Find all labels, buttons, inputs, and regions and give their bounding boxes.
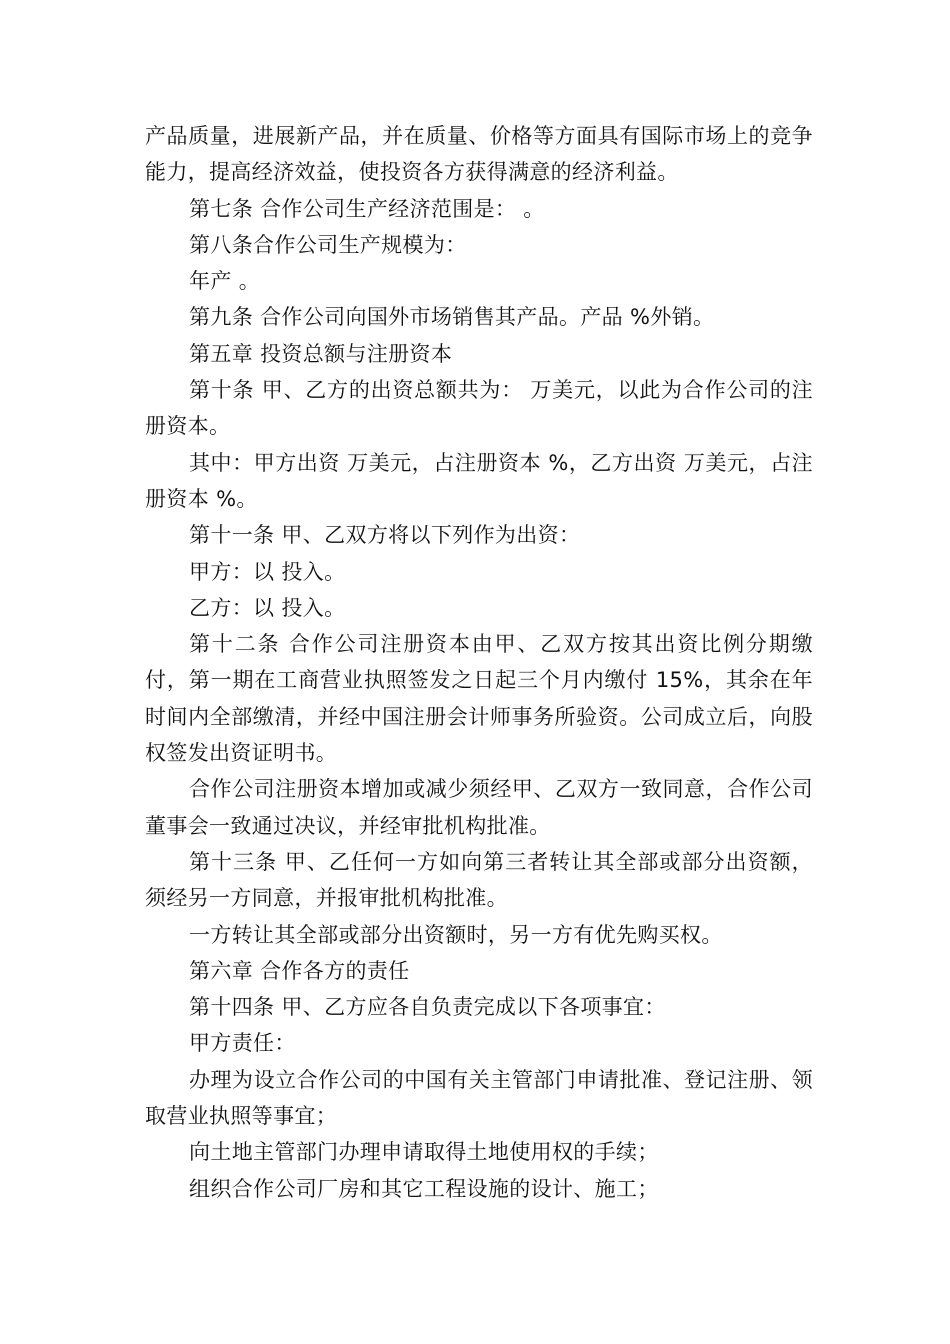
paragraph-article-11: 第十一条 甲、乙双方将以下列作为出资：: [189, 523, 581, 548]
paragraph-article-12: 第十二条 合作公司注册资本由甲、乙双方按其出资比例分期缴付，第一期在工商营业执照签发之日起三个月内缴付 15%，其余在年时间内全部缴清，并经中国注册会计师事务所验资。公司成立后，向股权签发出资证明书。: [145, 632, 813, 766]
paragraph-article-7: 第七条 合作公司生产经济范围是： 。: [189, 196, 545, 221]
paragraph-article-13: 第十三条 甲、乙任何一方如向第三者转让其全部或部分出资额，须经另一方同意，并报审批机构批准。: [145, 849, 813, 911]
chapter-heading-6: 第六章 合作各方的责任: [189, 958, 410, 983]
paragraph-preemption-right: 一方转让其全部或部分出资额时，另一方有优先购买权。: [189, 922, 723, 947]
document-body: [145, 118, 813, 1207]
paragraph-duty-construction: 组织合作公司厂房和其它工程设施的设计、施工；: [189, 1176, 659, 1201]
paragraph-party-b-contribution: 乙方：以 投入。: [189, 595, 346, 620]
chapter-heading-5: 第五章 投资总额与注册资本: [189, 341, 453, 366]
paragraph-article-8: 第八条合作公司生产规模为：: [189, 232, 467, 257]
paragraph-annual-output: 年产 。: [189, 269, 261, 294]
paragraph-capital-split: 其中：甲方出资 万美元，占注册资本 %，乙方出资 万美元，占注册资本 %。: [145, 450, 813, 511]
paragraph-article-9: 第九条 合作公司向国外市场销售其产品。产品 %外销。: [189, 305, 715, 330]
paragraph-article-14: 第十四条 甲、乙方应各自负责完成以下各项事宜：: [189, 995, 666, 1020]
paragraph-party-a-contribution: 甲方：以 投入。: [189, 559, 346, 584]
paragraph-continuation: 产品质量，进展新产品，并在质量、价格等方面具有国际市场上的竞争能力，提高经济效益，使投资各方获得满意的经济利益。: [145, 124, 813, 185]
paragraph-article-10: 第十条 甲、乙方的出资总额共为： 万美元，以此为合作公司的注册资本。: [145, 378, 813, 439]
paragraph-duty-land: 向土地主管部门办理申请取得土地使用权的手续；: [189, 1140, 659, 1165]
paragraph-capital-change: 合作公司注册资本增加或减少须经甲、乙双方一致同意，合作公司董事会一致通过决议，并经审批机构批准。: [145, 777, 813, 838]
paragraph-duty-approval: 办理为设立合作公司的中国有关主管部门申请批准、登记注册、领取营业执照等事宜；: [145, 1067, 813, 1129]
paragraph-party-a-duties: 甲方责任：: [189, 1031, 296, 1056]
